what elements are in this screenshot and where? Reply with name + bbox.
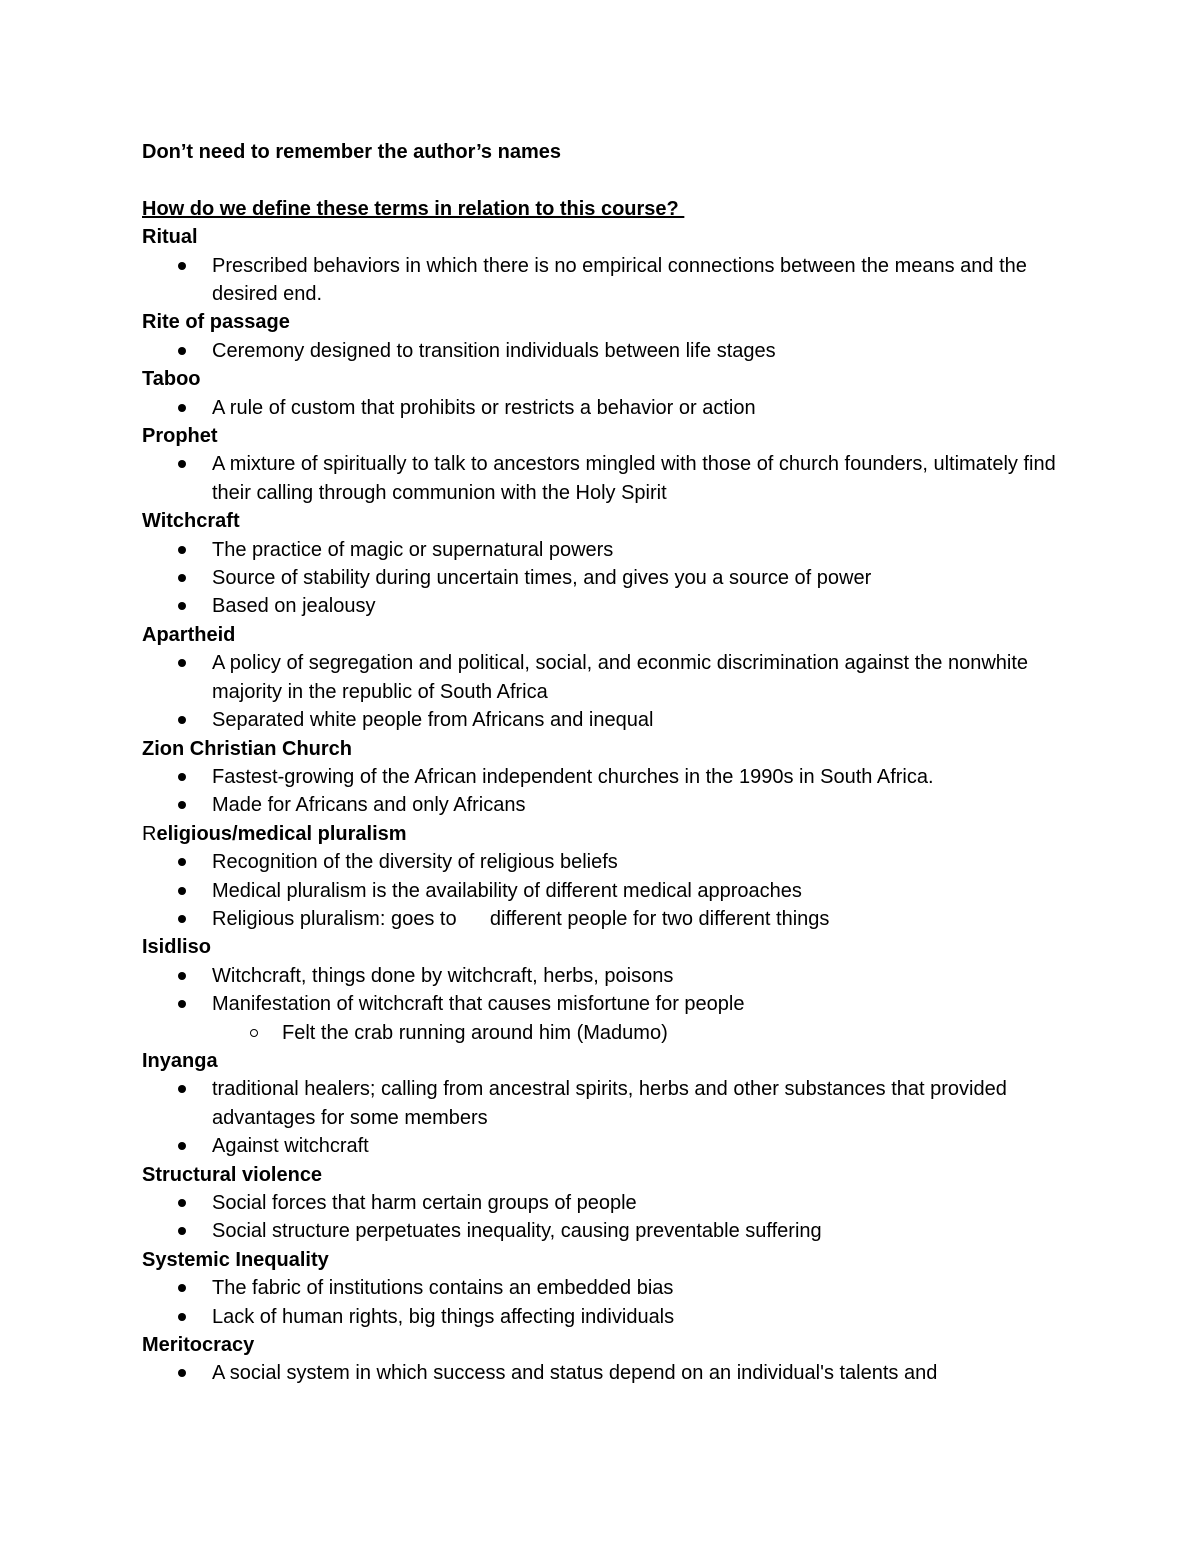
term-heading bbox=[142, 1331, 1082, 1359]
definition-item bbox=[142, 990, 1082, 1018]
definition-item bbox=[142, 1359, 1082, 1387]
term-heading-text: Rite of passage bbox=[142, 311, 290, 334]
definition-item bbox=[142, 706, 1082, 734]
definition-list bbox=[142, 337, 1082, 365]
bullet-icon bbox=[178, 887, 186, 895]
hollow-bullet-icon bbox=[250, 1029, 258, 1037]
definition-text: A social system in which success and status depend on an individual's talents and bbox=[212, 1362, 938, 1385]
definition-item bbox=[142, 337, 1082, 365]
term-heading bbox=[142, 1246, 1082, 1274]
term-heading bbox=[142, 308, 1082, 336]
term-heading-text: Systemic Inequality bbox=[142, 1248, 329, 1271]
bullet-icon bbox=[178, 915, 186, 923]
definition-list bbox=[142, 1359, 1082, 1387]
section-question: How do we define these terms in relation to this course? bbox=[142, 197, 685, 220]
sub-item bbox=[142, 1019, 1082, 1047]
bullet-icon bbox=[178, 773, 186, 781]
definition-text: Fastest-growing of the African independent churches in the 1990s in South Africa. bbox=[212, 765, 934, 788]
definition-text: Against witchcraft bbox=[212, 1135, 369, 1158]
definition-item bbox=[142, 252, 1082, 309]
definition-item bbox=[142, 763, 1082, 791]
bullet-icon bbox=[178, 602, 186, 610]
term-heading bbox=[142, 223, 1082, 251]
blank-line bbox=[142, 166, 1082, 194]
definition-list bbox=[142, 1189, 1082, 1246]
definition-item bbox=[142, 536, 1082, 564]
definition-item bbox=[142, 877, 1082, 905]
definition-text: Lack of human rights, big things affecting individuals bbox=[212, 1305, 675, 1328]
bullet-icon bbox=[178, 1085, 186, 1093]
definition-item bbox=[142, 649, 1082, 706]
definition-list bbox=[142, 1075, 1082, 1160]
sub-list bbox=[142, 1019, 1082, 1047]
bullet-icon bbox=[178, 1284, 186, 1292]
intro-note: Don’t need to remember the author’s names bbox=[142, 141, 561, 163]
definition-text: Recognition of the diversity of religious beliefs bbox=[212, 851, 618, 874]
term-heading bbox=[142, 1161, 1082, 1189]
definition-text: Manifestation of witchcraft that causes misfortune for people bbox=[212, 993, 745, 1016]
definition-text: Prescribed behaviors in which there is no empirical connections between the means and the desired end. bbox=[212, 254, 1033, 306]
definition-item bbox=[142, 1274, 1082, 1302]
definition-text: Based on jealousy bbox=[212, 595, 376, 618]
definition-item bbox=[142, 1217, 1082, 1245]
definition-list bbox=[142, 536, 1082, 621]
definition-text: Ceremony designed to transition individuals between life stages bbox=[212, 339, 776, 362]
definition-text: Witchcraft, things done by witchcraft, herbs, poisons bbox=[212, 964, 674, 987]
definition-text: Religious pluralism: goes to different people for two different things bbox=[212, 907, 830, 930]
bullet-icon bbox=[178, 1199, 186, 1207]
term-heading bbox=[142, 735, 1082, 763]
definition-list bbox=[142, 848, 1082, 933]
term-heading bbox=[142, 820, 1082, 848]
definition-item bbox=[142, 1075, 1082, 1132]
definition-item bbox=[142, 962, 1082, 990]
bullet-icon bbox=[178, 1000, 186, 1008]
definition-list bbox=[142, 962, 1082, 1047]
definition-item bbox=[142, 791, 1082, 819]
definition-item bbox=[142, 564, 1082, 592]
term-heading bbox=[142, 933, 1082, 961]
term-heading-text: Taboo bbox=[142, 368, 201, 391]
definition-list bbox=[142, 252, 1082, 309]
bullet-icon bbox=[178, 262, 186, 270]
term-heading-text: Zion Christian Church bbox=[142, 737, 352, 760]
sub-item-text: Felt the crab running around him (Madumo) bbox=[282, 1021, 668, 1044]
terms-list bbox=[142, 223, 1082, 1388]
definition-text: Made for Africans and only Africans bbox=[212, 794, 526, 817]
bullet-icon bbox=[178, 460, 186, 468]
bullet-icon bbox=[178, 1227, 186, 1235]
bullet-icon bbox=[178, 801, 186, 809]
definition-list bbox=[142, 649, 1082, 734]
definition-text: Source of stability during uncertain times, and gives you a source of power bbox=[212, 567, 872, 590]
definition-list bbox=[142, 450, 1082, 507]
term-heading bbox=[142, 365, 1082, 393]
definition-item bbox=[142, 1303, 1082, 1331]
definition-item bbox=[142, 848, 1082, 876]
bullet-icon bbox=[178, 716, 186, 724]
definition-list bbox=[142, 763, 1082, 820]
definition-text: A policy of segregation and political, social, and econmic discrimination against the nonwhite majority in the republic of South Africa bbox=[212, 652, 1034, 703]
bullet-icon bbox=[178, 574, 186, 582]
term-heading-text: Structural violence bbox=[142, 1163, 323, 1186]
term-heading-text: eligious/medical pluralism bbox=[156, 822, 407, 845]
bullet-icon bbox=[178, 1369, 186, 1377]
bullet-icon bbox=[178, 659, 186, 667]
definition-text: Social structure perpetuates inequality, causing preventable suffering bbox=[212, 1220, 822, 1243]
term-heading bbox=[142, 507, 1082, 535]
definition-item bbox=[142, 1189, 1082, 1217]
definition-item bbox=[142, 450, 1082, 507]
bullet-icon bbox=[178, 858, 186, 866]
bullet-icon bbox=[178, 972, 186, 980]
definition-text: Medical pluralism is the availability of different medical approaches bbox=[212, 879, 802, 902]
definition-item bbox=[142, 394, 1082, 422]
definition-item bbox=[142, 905, 1082, 933]
definition-text: Social forces that harm certain groups of people bbox=[212, 1192, 637, 1215]
definition-text: The practice of magic or supernatural powers bbox=[212, 538, 614, 561]
bullet-icon bbox=[178, 1142, 186, 1150]
bullet-icon bbox=[178, 546, 186, 554]
bullet-icon bbox=[178, 1313, 186, 1321]
bullet-icon bbox=[178, 347, 186, 355]
document-page bbox=[142, 138, 1082, 1388]
definition-text: A rule of custom that prohibits or restricts a behavior or action bbox=[212, 396, 756, 419]
definition-list bbox=[142, 1274, 1082, 1331]
definition-list bbox=[142, 394, 1082, 422]
term-heading bbox=[142, 422, 1082, 450]
definition-text: The fabric of institutions contains an embedded bias bbox=[212, 1277, 674, 1300]
term-heading-plain-part: R bbox=[142, 822, 157, 845]
term-heading bbox=[142, 621, 1082, 649]
term-heading-text: Isidliso bbox=[142, 936, 211, 959]
definition-text: Separated white people from Africans and inequal bbox=[212, 709, 654, 732]
term-heading-text: Inyanga bbox=[142, 1049, 218, 1072]
term-heading-text: Apartheid bbox=[142, 623, 236, 646]
definition-item bbox=[142, 592, 1082, 620]
definition-item bbox=[142, 1132, 1082, 1160]
term-heading bbox=[142, 1047, 1082, 1075]
term-heading-text: Prophet bbox=[142, 425, 218, 448]
term-heading-text: Witchcraft bbox=[142, 510, 240, 533]
definition-text: A mixture of spiritually to talk to ancestors mingled with those of church founders, ultimately find their calling through communion with the Holy Spirit bbox=[212, 453, 1062, 504]
definition-text: traditional healers; calling from ancestral spirits, herbs and other substances that provided advantages for some members bbox=[212, 1078, 1013, 1129]
term-heading-text: Meritocracy bbox=[142, 1334, 255, 1357]
bullet-icon bbox=[178, 404, 186, 412]
term-heading-text: Ritual bbox=[142, 226, 198, 249]
